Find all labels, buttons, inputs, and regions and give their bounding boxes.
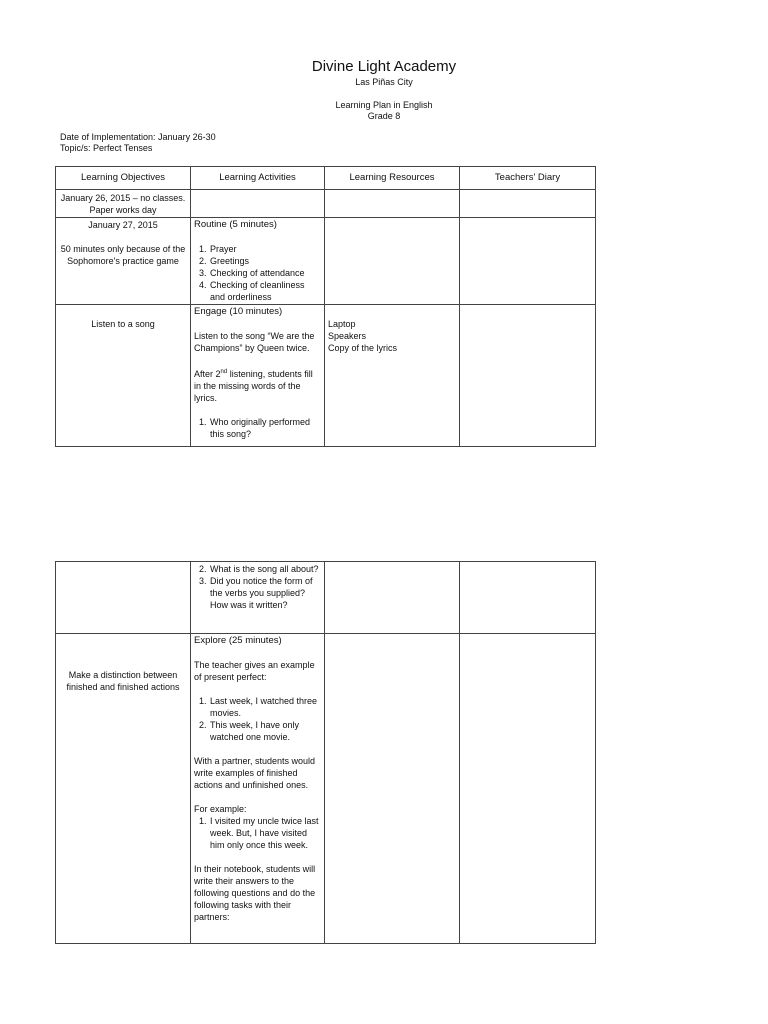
activity-heading: Engage (10 minutes) xyxy=(194,306,283,317)
activity-text: listening, students fill in the missing words of the lyrics. xyxy=(194,369,313,403)
activity-cell xyxy=(191,634,325,944)
table-row xyxy=(56,305,596,447)
resources-cell xyxy=(325,218,460,305)
list-item: 3. Did you notice the form of the verbs you supplied? How was it written? xyxy=(209,575,321,611)
question-list xyxy=(194,416,321,440)
diary-cell xyxy=(460,218,596,305)
header-learning-activities: Learning Activities xyxy=(191,167,325,190)
list-item: 4. Checking of cleanliness and orderliness xyxy=(209,279,321,303)
diary-cell xyxy=(460,562,596,634)
resources-cell xyxy=(325,634,460,944)
resource-item: Copy of the lyrics xyxy=(328,343,398,353)
list-item: 2. This week, I have only watched one movie. xyxy=(209,719,321,743)
learning-plan-table-page-1 xyxy=(55,166,596,447)
list-item: 1. Last week, I watched three movies. xyxy=(209,695,321,719)
activity-heading: Routine (5 minutes) xyxy=(194,219,277,230)
activity-cell xyxy=(191,305,325,447)
objective-cell xyxy=(56,562,191,634)
table-row xyxy=(56,634,596,944)
objective-note: 50 minutes only because of the Sophomore's practice game xyxy=(60,244,186,266)
table-header-row xyxy=(56,167,596,190)
list-item: 1. Who originally performed this song? xyxy=(209,416,321,440)
ordinal-suffix: nd xyxy=(220,369,228,375)
table-row xyxy=(56,190,596,218)
school-name: Divine Light Academy xyxy=(311,58,457,75)
school-city: Las Piñas City xyxy=(355,77,413,87)
example-list xyxy=(194,695,321,743)
objective-text: Listen to a song xyxy=(91,319,155,329)
activity-paragraph xyxy=(194,366,321,404)
grade-level: Grade 8 xyxy=(367,111,401,121)
objective-cell xyxy=(56,190,191,218)
activity-paragraph: In their notebook, students will write their answers to the following questions and do the following tasks with their partners: xyxy=(194,864,316,922)
diary-cell xyxy=(460,634,596,944)
objective-text: Make a distinction between finished and finished actions xyxy=(66,670,180,692)
example-list xyxy=(194,815,321,851)
resource-item: Speakers xyxy=(328,331,367,341)
activity-paragraph: The teacher gives an example of present perfect: xyxy=(194,660,315,682)
header-learning-resources: Learning Resources xyxy=(325,167,460,190)
question-list xyxy=(194,563,321,611)
topic-line: Topic/s: Perfect Tenses xyxy=(60,143,153,153)
objective-date: January 27, 2015 xyxy=(88,220,158,230)
list-item: 2. Greetings xyxy=(209,255,321,267)
activity-cell xyxy=(191,562,325,634)
list-item: 3. Checking of attendance xyxy=(209,267,321,279)
table-row xyxy=(56,218,596,305)
activity-paragraph: With a partner, students would write examples of finished actions and unfinished ones. xyxy=(194,756,316,790)
learning-plan-table-page-2 xyxy=(55,561,596,944)
objective-cell xyxy=(56,305,191,447)
activity-cell xyxy=(191,218,325,305)
list-item: 1. I visited my uncle twice last week. But, I have visited him only once this week. xyxy=(209,815,321,851)
activity-text: After 2 xyxy=(194,369,221,379)
resources-cell xyxy=(325,562,460,634)
activity-heading: Explore (25 minutes) xyxy=(194,635,282,646)
diary-cell xyxy=(460,190,596,218)
resources-cell xyxy=(325,190,460,218)
list-item: 1. Prayer xyxy=(209,243,321,255)
objective-text: January 26, 2015 – no classes. Paper works day xyxy=(60,193,186,215)
activity-paragraph: Listen to the song “We are the Champions” by Queen twice. xyxy=(194,331,315,353)
activity-cell xyxy=(191,190,325,218)
activity-paragraph: For example: xyxy=(194,804,247,814)
header-teachers-diary: Teachers' Diary xyxy=(460,167,596,190)
header-learning-objectives: Learning Objectives xyxy=(56,167,191,190)
objective-cell xyxy=(56,218,191,305)
objective-cell xyxy=(56,634,191,944)
date-of-implementation: Date of Implementation: January 26-30 xyxy=(60,132,216,142)
resource-item: Laptop xyxy=(328,319,356,329)
routine-list xyxy=(194,243,321,303)
table-row xyxy=(56,562,596,634)
diary-cell xyxy=(460,305,596,447)
list-item: 2. What is the song all about? xyxy=(209,563,321,575)
resources-cell xyxy=(325,305,460,447)
plan-title: Learning Plan in English xyxy=(335,100,433,110)
